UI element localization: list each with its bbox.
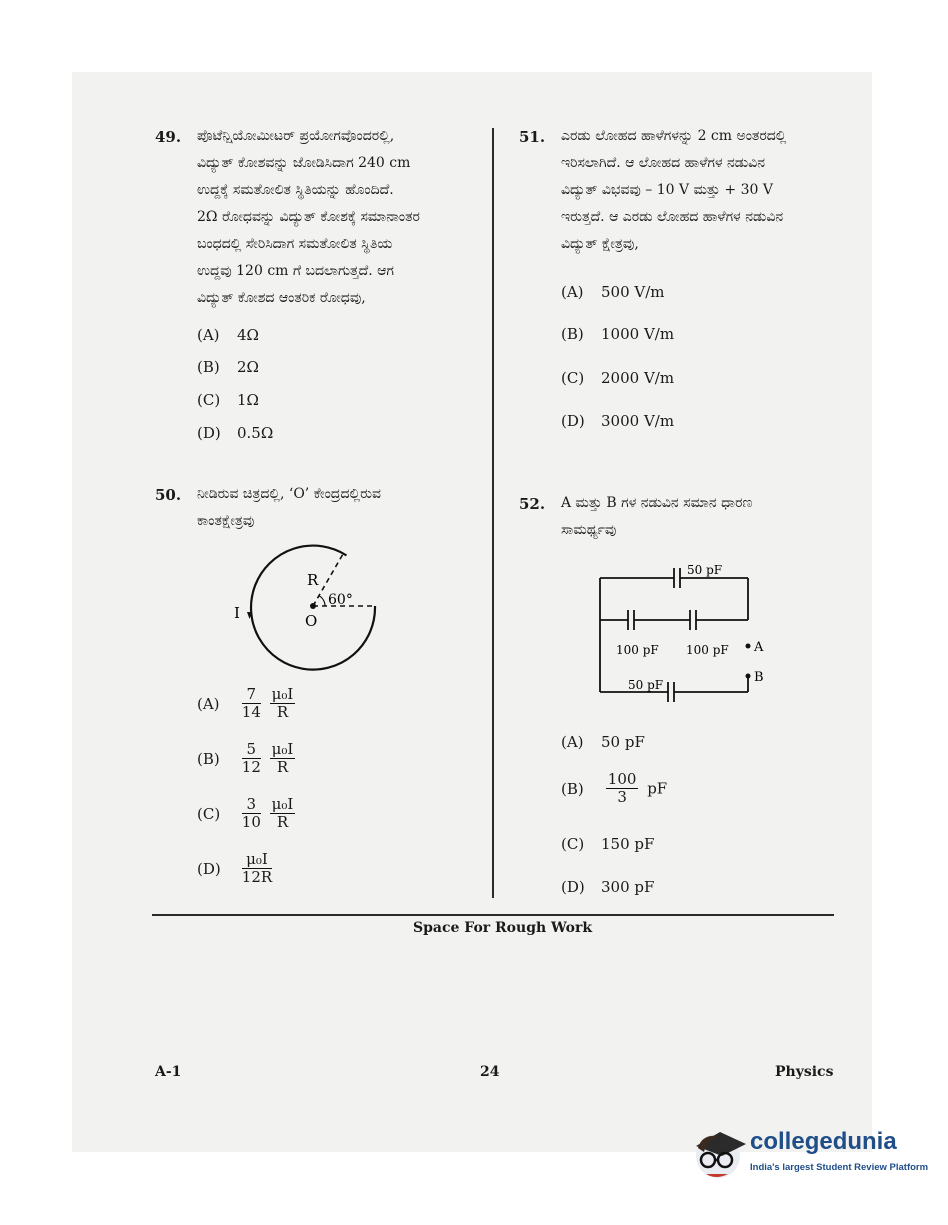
node-b-label: B: [754, 670, 764, 685]
question-51-stem: ಎರಡು ಲೋಹದ ಹಾಳೆಗಳನ್ನು 2 cm ಅಂತರದಲ್ಲಿ ಇರಿಸಲಾಗಿದೆ. ಆ ಲೋಹದ ಹಾಳೆಗಳ ನಡುವಿನ ವಿದ್ಯುತ್ ವಿಭವವು – 10 V ಮತ್ತು + 30 V ಇರುತ್ತದೆ. ಆ ಎರಡು ಲೋಹದ ಹಾಳೆಗಳ ನಡುವಿನ ವಿದ್ಯುತ್ ಕ್ಷೇತ್ರವು,: [561, 128, 787, 252]
footer-code: A-1: [155, 1064, 182, 1080]
collegedunia-logo-icon: [692, 1122, 750, 1184]
question-52-option-a: (A) 50 pF: [561, 733, 645, 751]
current-label: I: [234, 604, 240, 622]
question-50-stem: ನೀಡಿರುವ ಚಿತ್ರದಲ್ಲಿ, ‘O’ ಕೇಂದ್ರದಲ್ಲಿರುವ ಕಾಂತಕ್ಷೇತ್ರವು: [197, 486, 381, 529]
question-51-option-c: (C) 2000 V/m: [561, 369, 675, 387]
capacitor-mid-left-label: 100 pF: [616, 643, 659, 657]
center-label: O: [305, 612, 318, 630]
rough-work-label: Space For Rough Work: [413, 920, 593, 936]
capacitor-bottom-label: 50 pF: [628, 678, 664, 692]
question-49-option-b: (B) 2Ω: [197, 358, 259, 376]
capacitor-mid-right-label: 100 pF: [686, 643, 729, 657]
question-50-option-b: (B) $\frac{5}{12}$ $\frac{\text{μ₀I}}{R}$: [197, 740, 294, 776]
question-52-option-b: (B) $\frac{100}{3}$ pF: [561, 770, 668, 806]
rough-work-divider: [152, 914, 834, 916]
question-49-option-c: (C) 1Ω: [197, 391, 259, 409]
question-51-option-d: (D) 3000 V/m: [561, 412, 675, 430]
question-51-number: 51.: [519, 128, 546, 146]
center-point: [310, 603, 316, 609]
page-number: 24: [480, 1064, 500, 1080]
question-52-option-c: (C) 150 pF: [561, 835, 655, 853]
question-50-figure: [228, 540, 388, 680]
collegedunia-tagline: India's largest Student Review Platform: [750, 1162, 929, 1173]
question-50-number: 50.: [155, 486, 182, 504]
radius-label: R: [307, 571, 319, 589]
angle-arc: [319, 596, 325, 606]
question-52-option-d: (D) 300 pF: [561, 878, 655, 896]
angle-label: 60°: [328, 592, 353, 608]
question-50-option-d: (D) $\frac{\text{μ₀I}}{12R}$: [197, 850, 273, 886]
question-51-option-a: (A) 500 V/m: [561, 283, 665, 301]
column-divider: [492, 128, 494, 898]
node-a-dot: [746, 644, 751, 649]
question-50-option-a: (A) $\frac{7}{14}$ $\frac{\text{μ₀I}}{R}$: [197, 685, 294, 721]
footer-subject: Physics: [775, 1064, 834, 1080]
question-49-option-a: (A) 4Ω: [197, 326, 259, 344]
capacitor-top-label: 50 pF: [687, 563, 723, 577]
node-a-label: A: [754, 640, 764, 655]
question-52-number: 52.: [519, 495, 546, 513]
question-52-circuit: [590, 558, 780, 708]
question-50-option-c: (C) $\frac{3}{10}$ $\frac{\text{μ₀I}}{R}$: [197, 795, 294, 831]
node-b-dot: [746, 674, 751, 679]
collegedunia-logo-text: collegedunia: [750, 1128, 897, 1155]
question-49-stem: ಪೊಟೆನ್ಷಿಯೋಮೀಟರ್ ಪ್ರಯೋಗವೊಂದರಲ್ಲಿ, ವಿದ್ಯುತ್ ಕೋಶವನ್ನು ಜೋಡಿಸಿದಾಗ 240 cm ಉದ್ದಕ್ಕೆ ಸಮತೋಲಿತ ಸ್ಥಿತಿಯನ್ನು ಹೊಂದಿದೆ. 2Ω ರೋಧವನ್ನು ವಿದ್ಯುತ್ ಕೋಶಕ್ಕೆ ಸಮಾನಾಂತರ ಬಂಧದಲ್ಲಿ ಸೇರಿಸಿದಾಗ ಸಮತೋಲಿತ ಸ್ಥಿತಿಯ ಉದ್ದವು 120 cm ಗೆ ಬದಲಾಗುತ್ತದೆ. ಆಗ ವಿದ್ಯುತ್ ಕೋಶದ ಆಂತರಿಕ ರೋಧವು,: [197, 128, 420, 306]
question-49-option-d: (D) 0.5Ω: [197, 424, 274, 442]
question-49-number: 49.: [155, 128, 182, 146]
question-51-option-b: (B) 1000 V/m: [561, 325, 675, 343]
question-52-stem: A ಮತ್ತು B ಗಳ ನಡುವಿನ ಸಮಾನ ಧಾರಣ ಸಾಮರ್ಥ್ಯವು: [561, 495, 753, 538]
